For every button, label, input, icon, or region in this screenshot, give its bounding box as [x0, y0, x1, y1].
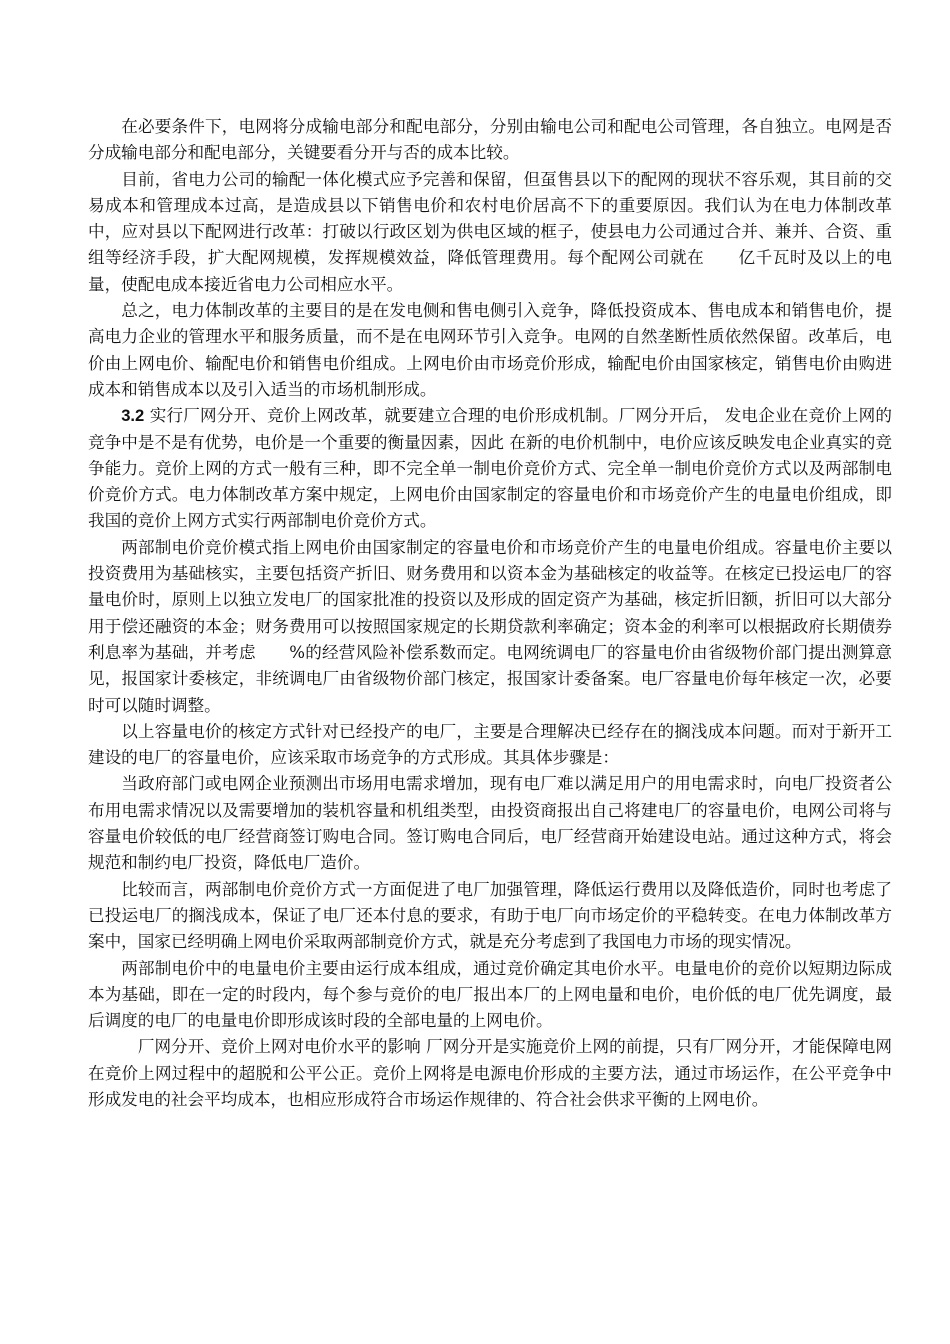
- document-body: [88, 114, 892, 1113]
- paragraph: 以上容量电价的核定方式针对已经投产的电厂，主要是合理解决已经存在的搁浅成本问题。而对于新开工建设的电厂的容量电价，应该采取市场竞争的方式形成。其具体步骤是：: [88, 721, 892, 768]
- paragraph-section-3-2: [88, 403, 892, 534]
- paragraph: 总之，电力体制改革的主要目的是在发电侧和售电侧引入竞争，降低投资成本、售电成本和销售电价，提高电力企业的管理水平和服务质量，而不是在电网环节引入竞争。电网的自然垄断性质依然保留。改革后，电价由上网电价、输配电价和销售电价组成。上网电价由市场竞价形成，输配电价由国家核定，销售电价由购进成本和销售成本以及引入适当的市场机制形成。: [88, 301, 892, 399]
- paragraph: 两部制电价竞价模式指上网电价由国家制定的容量电价和市场竞价产生的电量电价组成。容量电价主要以投资费用为基础核实，主要包括资产折旧、财务费用和以资本金为基础核定的收益等。在核定已投运电厂的容量电价时，原则上以独立发电厂的国家批准的投资以及形成的固定资产为基础，核定折旧额，折旧可以大部分用于偿还融资的本金；财务费用可以按照国家规定的长期贷款利率确定；资本金的利率可以根据政府长期债券利息率为基础，并考虑 %的经营风险补偿系数而定。电网统调电厂的容量电价由省级物价部门提出测算意见，报国家计委核定，非统调电厂由省级物价部门核定，报国家计委备案。电厂容量电价每年核定一次，必要时可以随时调整。: [88, 537, 892, 715]
- paragraph: 比较而言，两部制电价竞价方式一方面促进了电厂加强管理，降低运行费用以及降低造价，同时也考虑了已投运电厂的搁浅成本，保证了电厂还本付息的要求，有助于电厂向市场定价的平稳转变。在电力体制改革方案中，国家已经明确上网电价采取两部制竞价方式，就是充分考虑到了我国电力市场的现实情况。: [88, 879, 892, 952]
- paragraph: 在必要条件下，电网将分成输电部分和配电部分，分别由输电公司和配电公司管理，各自独立。电网是否分成输电部分和配电部分，关键要看分开与否的成本比较。: [88, 117, 892, 163]
- paragraph: 当政府部门或电网企业预测出市场用电需求增加，现有电厂难以满足用户的用电需求时，向电厂投资者公布用电需求情况以及需要增加的装机容量和机组类型，由投资商报出自己将建电厂的容量电价，电网公司将与容量电价较低的电厂经营商签订购电合同。签订购电合同后，电厂经营商开始建设电站。通过这种方式，将会规范和制约电厂投资，降低电厂造价。: [88, 774, 892, 873]
- paragraph-text: 实行厂网分开、竞价上网改革，就要建立合理的电价形成机制。厂网分开后， 发电企业在竞价上网的竞争中是不是有优势，电价是一个重要的衡量因素，因此 在新的电价机制中，电价应该反映发电企业真实的竞争能力。竞价上网的方式一般有三种，即不完全单一制电价竞价方式、完全单一制电价竞价方式以及两部制电价竞价方式。电力体制改革方案中规定，上网电价由国家制定的容量电价和市场竞价产生的电量电价组成，即我国的竞价上网方式实行两部制电价竞价方式。: [88, 406, 892, 531]
- paragraph: 厂网分开、竞价上网对电价水平的影响 厂网分开是实施竞价上网的前提，只有厂网分开，才能保障电网在竞价上网过程中的超脱和公平公正。竞价上网将是电源电价形成的主要方法，通过市场运作，在公平竞争中形成发电的社会平均成本，也相应形成符合市场运作规律的、符合社会供求平衡的上网电价。: [88, 1037, 892, 1109]
- paragraph: 两部制电价中的电量电价主要由运行成本组成，通过竞价确定其电价水平。电量电价的竞价以短期边际成本为基础，即在一定的时段内，每个参与竞价的电厂报出本厂的上网电量和电价，电价低的电厂优先调度，最后调度的电厂的电量电价即形成该时段的全部电量的上网电价。: [88, 958, 892, 1031]
- section-number: 3.2: [121, 406, 145, 426]
- paragraph: 目前，省电力公司的输配一体化模式应予完善和保留，但虿售县以下的配网的现状不容乐观，其目前的交易成本和管理成本过高，是造成县以下销售电价和农村电价居高不下的重要原因。我们认为在电力体制改革中，应对县以下配网进行改革：打破以行政区划为供电区域的框子，使县电力公司通过合并、兼并、合资、重组等经济手段，扩大配网规模，发挥规模效益，降低管理费用。每个配网公司就在 亿千瓦时及以上的电量，使配电成本接近省电力公司相应水平。: [88, 169, 892, 294]
